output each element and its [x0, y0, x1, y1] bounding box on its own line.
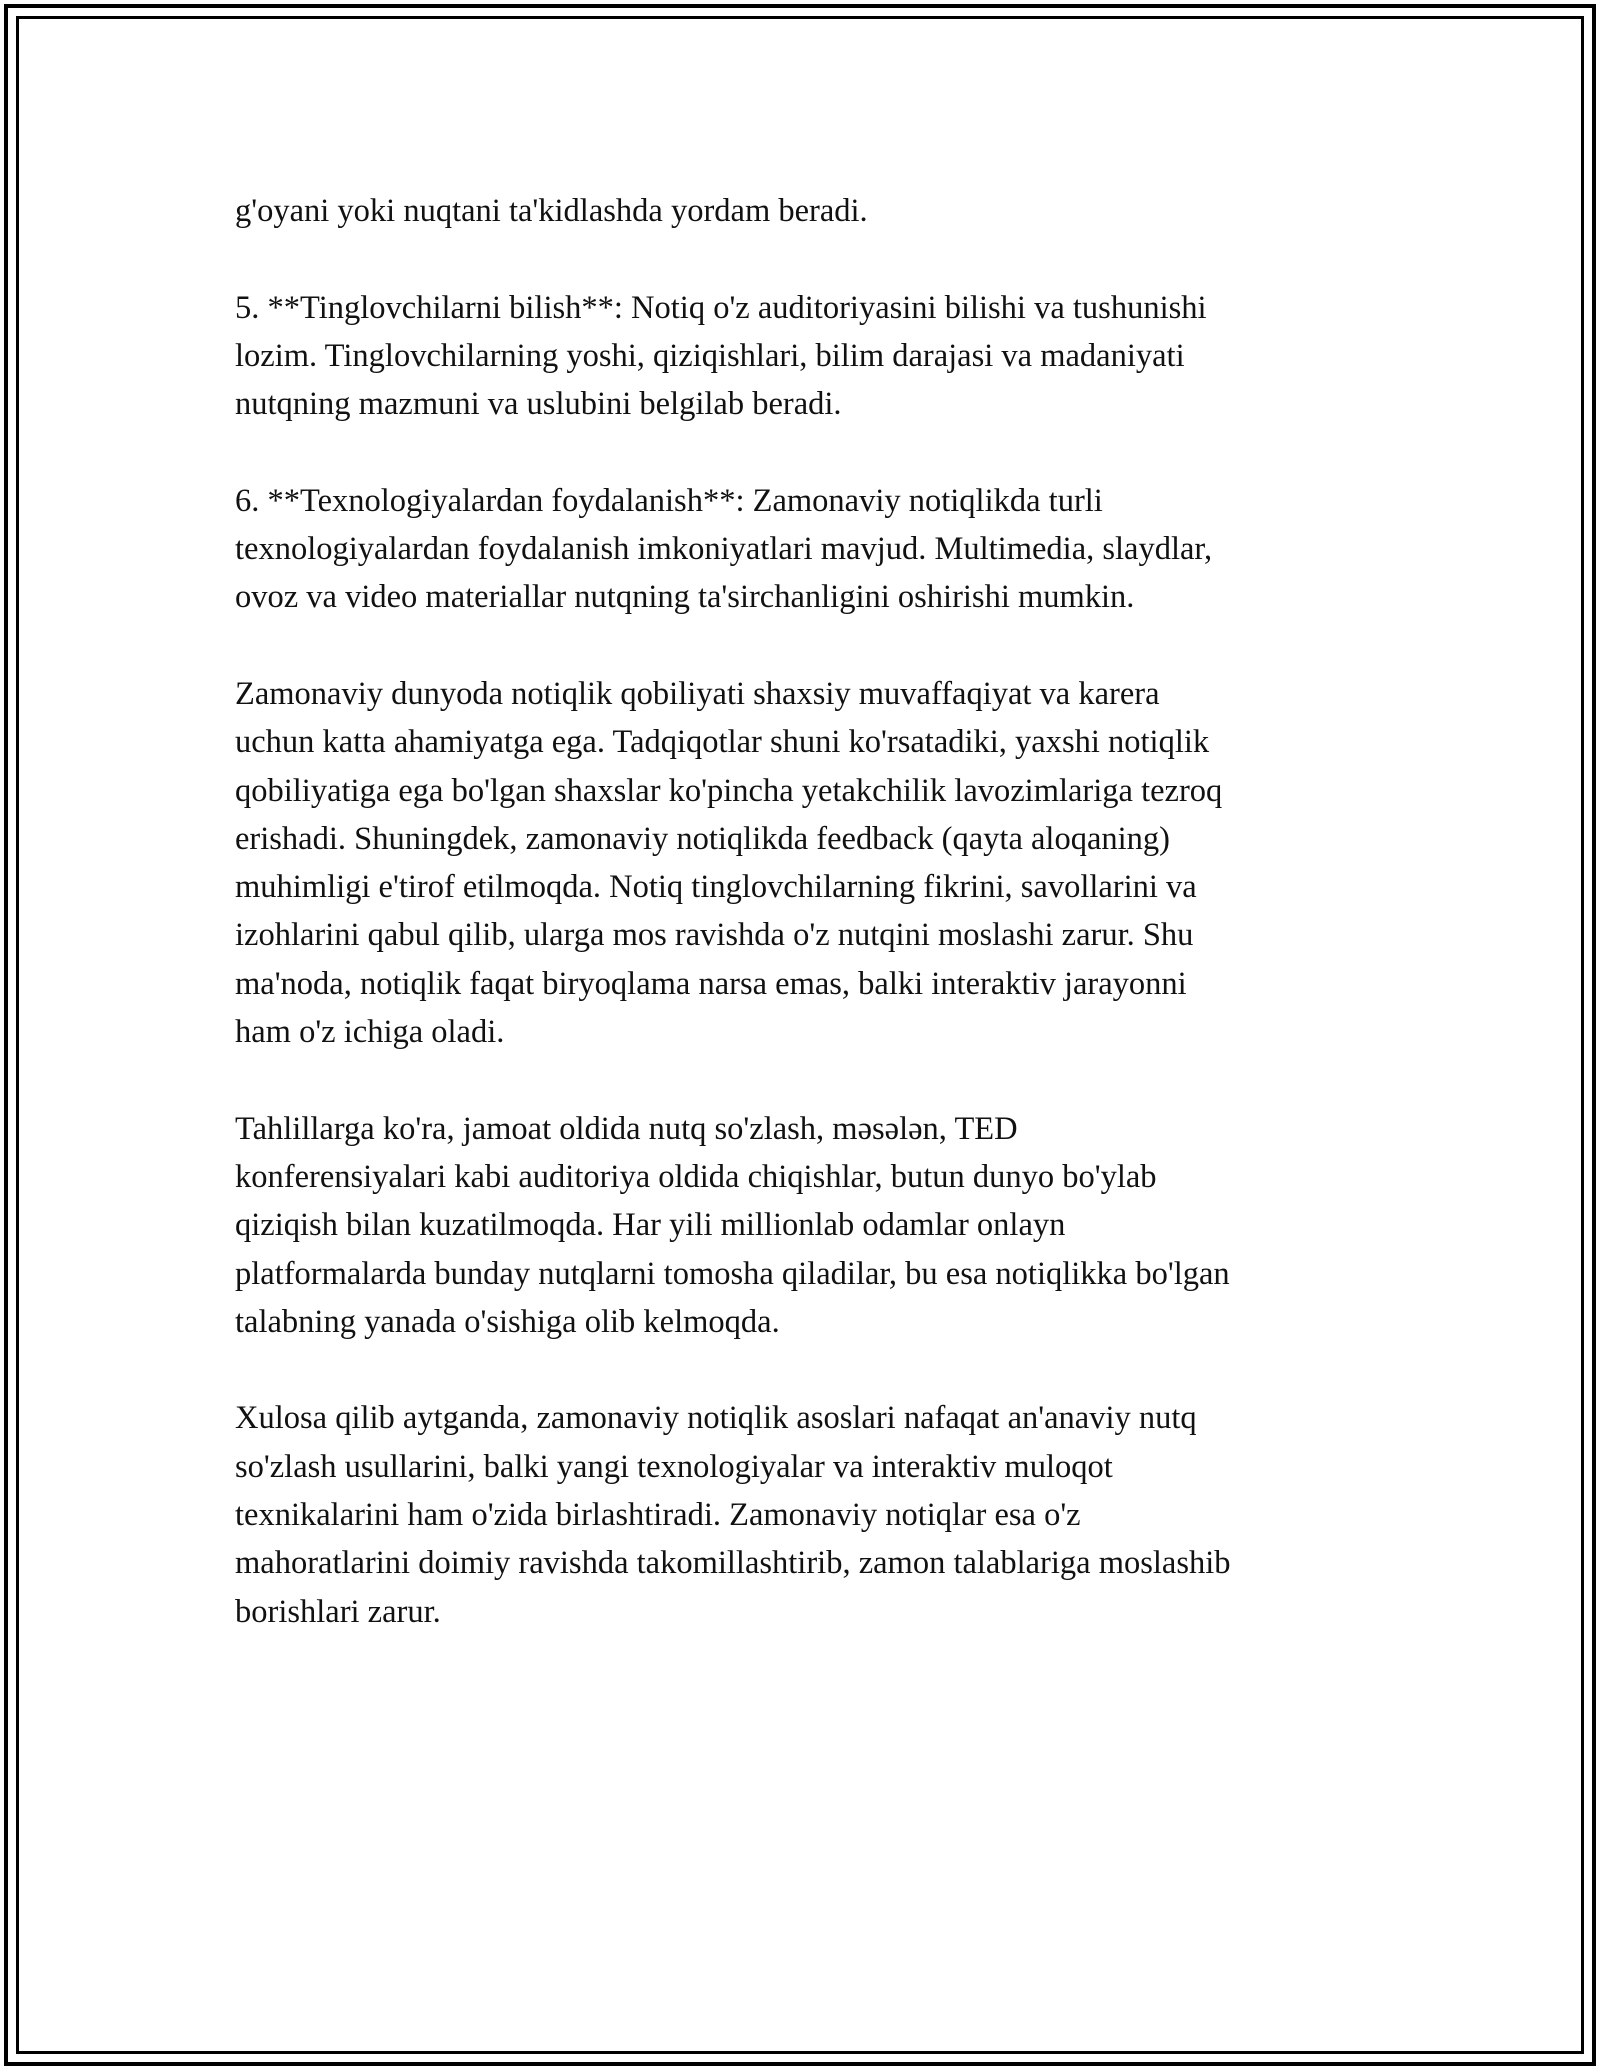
paragraph-conclusion: Xulosa qilib aytganda, zamonaviy notiqlik asoslari nafaqat an'anaviy nutq so'zlash usullarini, balki yangi texnologiyalar va interaktiv muloqot texnikalarini ham o'zida birlashtiradi. Zamonaviy notiqlar esa o'z mahoratlarini doimiy ravishda takomillashtirib, zamon talablariga moslashib borishlari zarur. — [235, 1400, 1231, 1630]
paragraph-continuation: g'oyani yoki nuqtani ta'kidlashda yordam beradi. — [235, 193, 868, 229]
paragraph-point-5: 5. **Tinglovchilarni bilish**: Notiq o'z auditoriyasini bilishi va tushunishi lozim. Tinglovchilarning yoshi, qiziqishlari, bilim darajasi va madaniyati nutqning mazmuni va uslubini belgilab beradi. — [235, 289, 1207, 423]
paragraph-modern-world: Zamonaviy dunyoda notiqlik qobiliyati shaxsiy muvaffaqiyat va karera uchun katta ahamiyatga ega. Tadqiqotlar shuni ko'rsatadiki, yaxshi notiqlik qobiliyatiga ega bo'lgan shaxslar ko'pincha yetakchilik lavozimlariga tezroq erishadi. Shuningdek, zamonaviy notiqlikda feedback (qayta aloqaning) muhimligi e'tirof etilmoqda. Notiq tinglovchilarning fikrini, savollarini va izohlarini qabul qilib, ularga mos ravishda o'z nutqini moslashi zarur. Shu ma'noda, notiqlik faqat biryoqlama narsa emas, balki interaktiv jarayonni ham o'z ichiga oladi. — [235, 675, 1223, 1051]
paragraph-analysis: Tahlillarga ko'ra, jamoat oldida nutq so'zlash, məsələn, TED konferensiyalari kabi auditoriya oldida chiqishlar, butun dunyo bo'ylab qiziqish bilan kuzatilmoqda. Har yili millionlab odamlar onlayn platformalarda bunday nutqlarni tomosha qiladilar, bu esa notiqlikka bo'lgan talabning yanada o'sishiga olib kelmoqda. — [235, 1110, 1230, 1340]
paragraph-point-6: 6. **Texnologiyalardan foydalanish**: Zamonaviy notiqlikda turli texnologiyalardan foydalanish imkoniyatlari mavjud. Multimedia, slaydlar, ovoz va video materiallar nutqning ta'sirchanligini oshirishi mumkin. — [235, 482, 1213, 616]
document-body — [235, 187, 1375, 1684]
